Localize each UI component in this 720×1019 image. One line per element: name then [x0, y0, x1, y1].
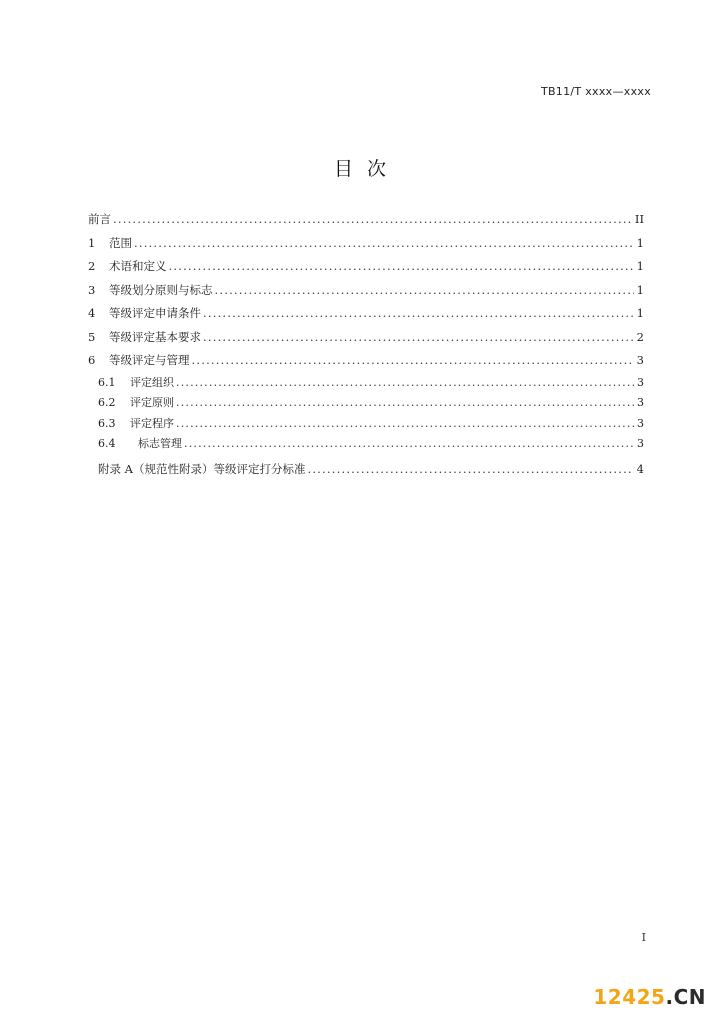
toc-page: 1: [636, 235, 644, 250]
toc-leader: [176, 373, 634, 394]
toc-page: 3: [637, 437, 644, 450]
toc-entry-6[interactable]: [88, 349, 644, 373]
toc-leader: [184, 434, 634, 455]
page-title: 目次: [333, 158, 400, 180]
toc-label: 等级评定与管理: [109, 353, 190, 367]
toc-label: 范围: [109, 235, 132, 250]
toc-page: 3: [636, 353, 644, 367]
toc-entry-5[interactable]: [88, 326, 644, 350]
toc-entry-6-1[interactable]: [88, 373, 644, 394]
toc-leader: [203, 326, 634, 350]
toc-number: 6.2: [98, 396, 116, 409]
toc-page: 3: [637, 396, 644, 409]
toc-number: 3: [88, 282, 96, 297]
toc-number: 5: [88, 329, 96, 344]
table-of-contents: [88, 208, 644, 481]
toc-number: 1: [88, 235, 96, 250]
toc-number: 6: [88, 353, 96, 367]
toc-entry-3[interactable]: [88, 279, 644, 303]
toc-number: 2: [88, 259, 96, 273]
toc-page: 1: [636, 306, 644, 320]
toc-leader: [176, 393, 634, 414]
toc-page: 4: [636, 461, 644, 476]
toc-label: 评定程序: [130, 416, 174, 430]
toc-entry-6-2[interactable]: [88, 393, 644, 414]
toc-leader: [169, 255, 635, 279]
toc-entry-foreword[interactable]: [88, 208, 644, 232]
site-watermark: [593, 985, 706, 1009]
toc-number: 4: [88, 306, 96, 320]
toc-leader: [203, 302, 634, 326]
toc-number: 6.3: [98, 416, 116, 430]
toc-entry-6-4[interactable]: [88, 434, 644, 455]
toc-label: 评定原则: [130, 396, 174, 409]
watermark-number: 12425: [593, 985, 666, 1009]
toc-entry-4[interactable]: [88, 302, 644, 326]
toc-entry-appendix-a[interactable]: [88, 458, 644, 482]
toc-leader: [192, 349, 635, 373]
page-number: I: [641, 931, 646, 944]
toc-entry-1[interactable]: [88, 232, 644, 256]
toc-page: 1: [636, 282, 644, 297]
toc-entry-6-3[interactable]: [88, 414, 644, 435]
toc-page: II: [634, 212, 644, 226]
toc-label: 附录 A（规范性附录）等级评定打分标准: [98, 461, 306, 476]
toc-leader: [134, 232, 634, 256]
toc-page: 1: [636, 259, 644, 273]
toc-label: 等级评定申请条件: [109, 306, 201, 320]
toc-label: 等级划分原则与标志: [109, 282, 213, 297]
toc-leader: [176, 414, 634, 435]
toc-page: 2: [636, 329, 644, 344]
toc-label: 术语和定义: [109, 259, 167, 273]
toc-leader: [215, 279, 635, 303]
toc-number: 6.4: [98, 437, 116, 450]
toc-entry-2[interactable]: [88, 255, 644, 279]
toc-label: 标志管理: [138, 437, 182, 450]
toc-label: 前言: [88, 212, 111, 226]
toc-label: 评定组织: [130, 375, 174, 389]
toc-label: 等级评定基本要求: [109, 329, 201, 344]
toc-page: 3: [637, 375, 644, 389]
toc-number: 6.1: [98, 375, 116, 389]
toc-leader: [113, 208, 633, 232]
standard-code: TB11/T xxxx—xxxx: [540, 85, 651, 98]
toc-page: 3: [637, 416, 644, 430]
toc-leader: [307, 458, 634, 482]
watermark-domain: .CN: [665, 985, 706, 1009]
